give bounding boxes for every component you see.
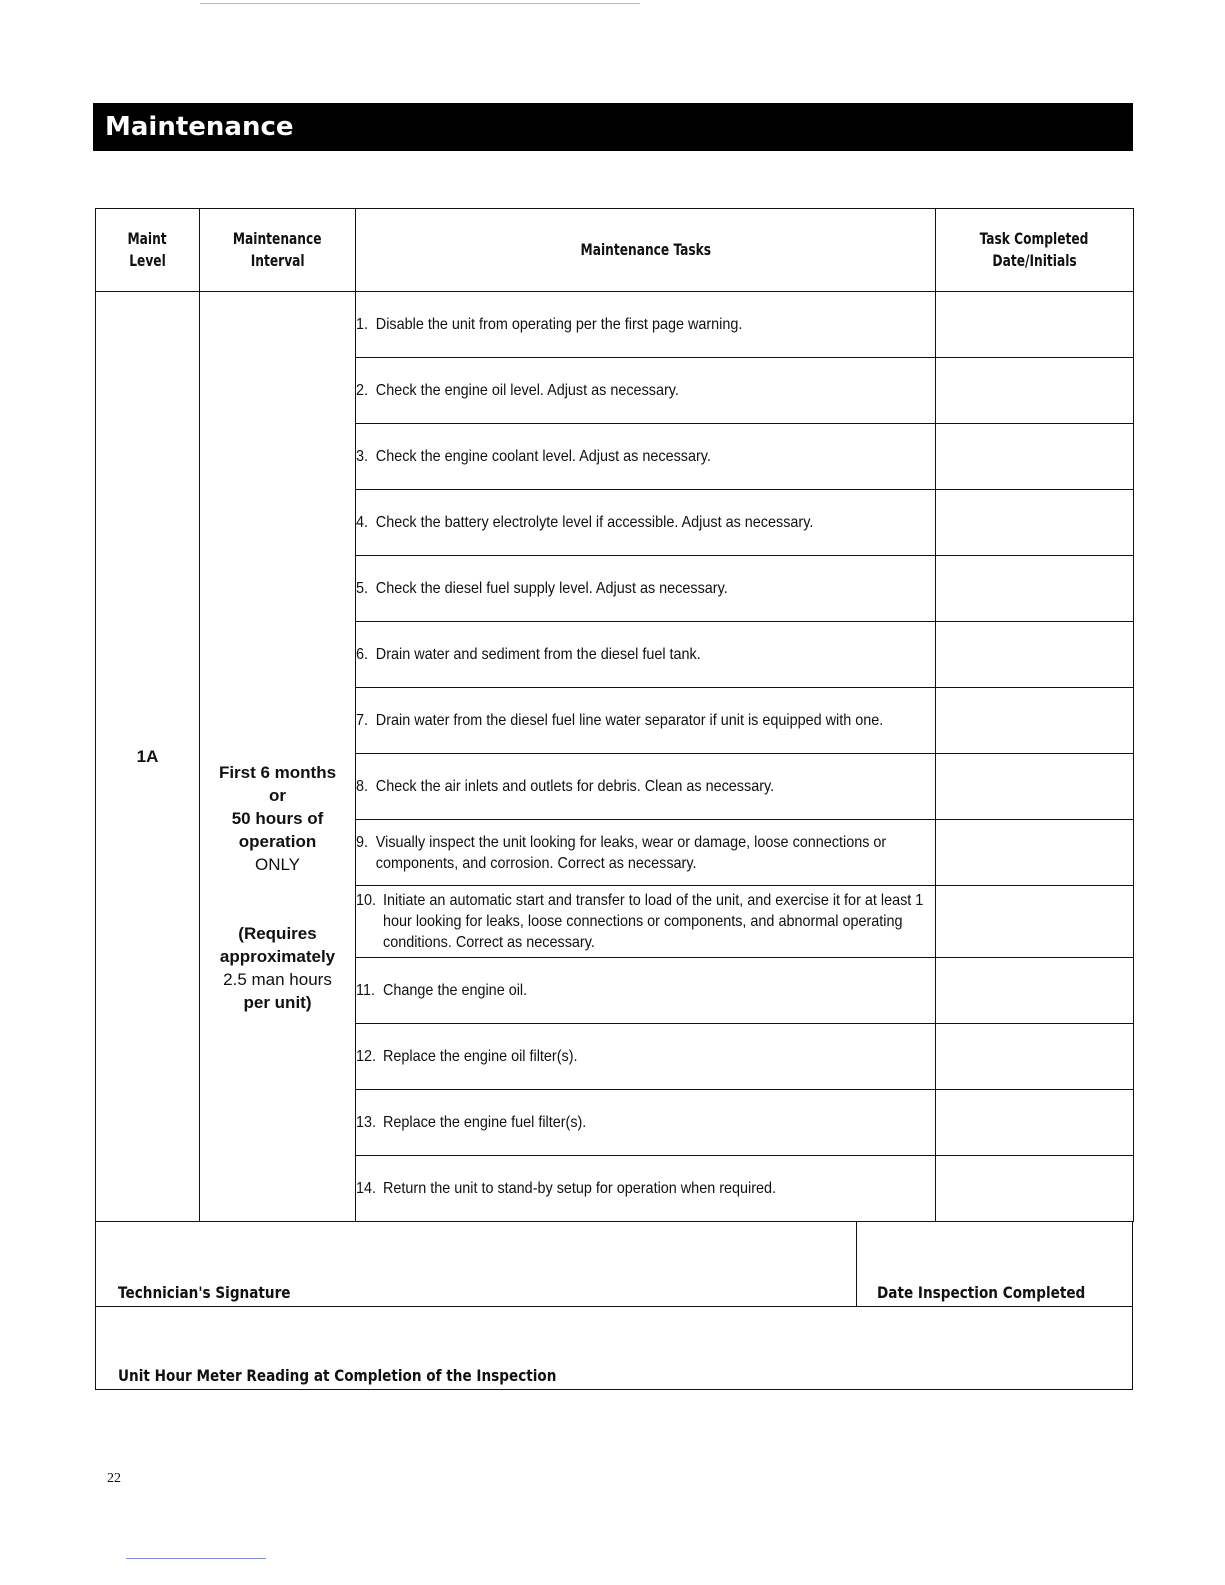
interval-note-line: (Requires [238, 924, 317, 943]
task-text: Drain water and sediment from the diesel fuel tank. [375, 646, 701, 663]
task-number: 12. [356, 1048, 377, 1065]
task-text: Check the engine coolant level. Adjust as necessary. [375, 448, 711, 465]
interval-line: operation [238, 832, 317, 851]
task-completed-field[interactable] [936, 622, 1134, 688]
maint-level-value: 1A [136, 746, 159, 766]
task-number: 13. [356, 1114, 377, 1131]
signature-row [96, 1222, 1132, 1307]
maint-level-cell [96, 292, 200, 1222]
task-completed-field[interactable] [936, 1156, 1134, 1222]
scan-artifact-line-bottom [126, 1558, 266, 1559]
hour-meter-field[interactable] [96, 1307, 1132, 1389]
task-completed-field[interactable] [936, 490, 1134, 556]
task-number: 10. [356, 892, 377, 909]
interval-line: 50 hours of [231, 809, 324, 828]
task-completed-field[interactable] [936, 886, 1134, 958]
task-cell [356, 1156, 936, 1222]
task-text: Initiate an automatic start and transfer to load of the unit, and exercise it for at least 1 hour looking for leaks, loose connections or components, and abnormal operating conditions. Correct as necessary. [383, 892, 924, 951]
header-maint-level-line1: Maint [127, 229, 168, 248]
page-number: 22 [107, 1471, 121, 1486]
header-interval-line1: Maintenance [233, 229, 322, 248]
header-completed-line1: Task Completed [980, 229, 1089, 248]
task-text: Change the engine oil. [383, 982, 528, 999]
header-interval [200, 209, 356, 292]
task-number: 2. [356, 382, 369, 399]
task-cell [356, 490, 936, 556]
task-cell [356, 820, 936, 886]
task-cell [356, 556, 936, 622]
task-cell [356, 754, 936, 820]
date-completed-field[interactable] [857, 1222, 1132, 1306]
task-text: Check the air inlets and outlets for debris. Clean as necessary. [375, 778, 775, 795]
task-completed-field[interactable] [936, 754, 1134, 820]
interval-note-line: 2.5 man hours [223, 970, 332, 989]
task-cell [356, 622, 936, 688]
task-cell [356, 424, 936, 490]
task-cell [356, 292, 936, 358]
header-tasks [356, 209, 936, 292]
date-completed-label: Date Inspection Completed [877, 1283, 1086, 1302]
task-cell [356, 1024, 936, 1090]
interval-line: or [269, 786, 286, 805]
section-title: Maintenance [105, 112, 294, 142]
header-task-completed [936, 209, 1134, 292]
task-number: 9. [356, 833, 369, 851]
task-cell [356, 958, 936, 1024]
table-header-row [96, 209, 1134, 292]
task-number: 8. [356, 778, 369, 795]
maintenance-form [95, 208, 1133, 1390]
signoff-section [95, 1222, 1133, 1390]
task-number: 7. [356, 712, 369, 729]
task-number: 4. [356, 514, 369, 531]
task-completed-field[interactable] [936, 688, 1134, 754]
task-number: 3. [356, 448, 369, 465]
header-interval-line2: Interval [250, 251, 305, 270]
task-cell [356, 886, 936, 958]
task-completed-field[interactable] [936, 358, 1134, 424]
interval-line: ONLY [254, 855, 301, 874]
task-number: 11. [356, 982, 375, 999]
header-maint-level [96, 209, 200, 292]
task-row [96, 292, 1134, 358]
task-completed-field[interactable] [936, 292, 1134, 358]
task-number: 5. [356, 580, 369, 597]
task-text: Drain water from the diesel fuel line water separator if unit is equipped with one. [375, 712, 884, 729]
task-text: Return the unit to stand-by setup for operation when required. [383, 1180, 777, 1197]
header-maint-level-line2: Level [129, 251, 166, 270]
maintenance-table [95, 208, 1134, 1222]
header-completed-line2: Date/Initials [992, 251, 1077, 270]
task-text: Replace the engine oil filter(s). [383, 1048, 578, 1065]
task-completed-field[interactable] [936, 1024, 1134, 1090]
task-number: 6. [356, 646, 369, 663]
task-text: Replace the engine fuel filter(s). [383, 1114, 587, 1131]
hour-meter-label: Unit Hour Meter Reading at Completion of the Inspection [118, 1366, 557, 1385]
technician-signature-label: Technician's Signature [118, 1283, 291, 1302]
interval-note-line: approximately [219, 947, 336, 966]
task-text: Disable the unit from operating per the first page warning. [375, 316, 743, 333]
task-completed-field[interactable] [936, 1090, 1134, 1156]
technician-signature-field[interactable] [96, 1222, 857, 1306]
interval-note-line: per unit) [243, 993, 312, 1012]
task-completed-field[interactable] [936, 820, 1134, 886]
task-text: Check the diesel fuel supply level. Adjust as necessary. [375, 580, 728, 597]
task-completed-field[interactable] [936, 958, 1134, 1024]
interval-line: First 6 months [218, 763, 337, 782]
scan-artifact-line [200, 3, 640, 4]
task-completed-field[interactable] [936, 424, 1134, 490]
task-number: 1. [356, 316, 369, 333]
meter-row [96, 1307, 1132, 1389]
task-number: 14. [356, 1180, 377, 1197]
interval-cell [200, 292, 356, 1222]
task-cell [356, 1090, 936, 1156]
task-text: Check the battery electrolyte level if accessible. Adjust as necessary. [375, 514, 814, 531]
header-tasks-label: Maintenance Tasks [580, 240, 711, 259]
task-completed-field[interactable] [936, 556, 1134, 622]
task-cell [356, 358, 936, 424]
task-cell [356, 688, 936, 754]
task-text: Visually inspect the unit looking for leaks, wear or damage, loose connections or components, and corrosion. Correct as necessary. [375, 833, 887, 872]
section-banner [93, 103, 1133, 151]
task-text: Check the engine oil level. Adjust as necessary. [375, 382, 679, 399]
